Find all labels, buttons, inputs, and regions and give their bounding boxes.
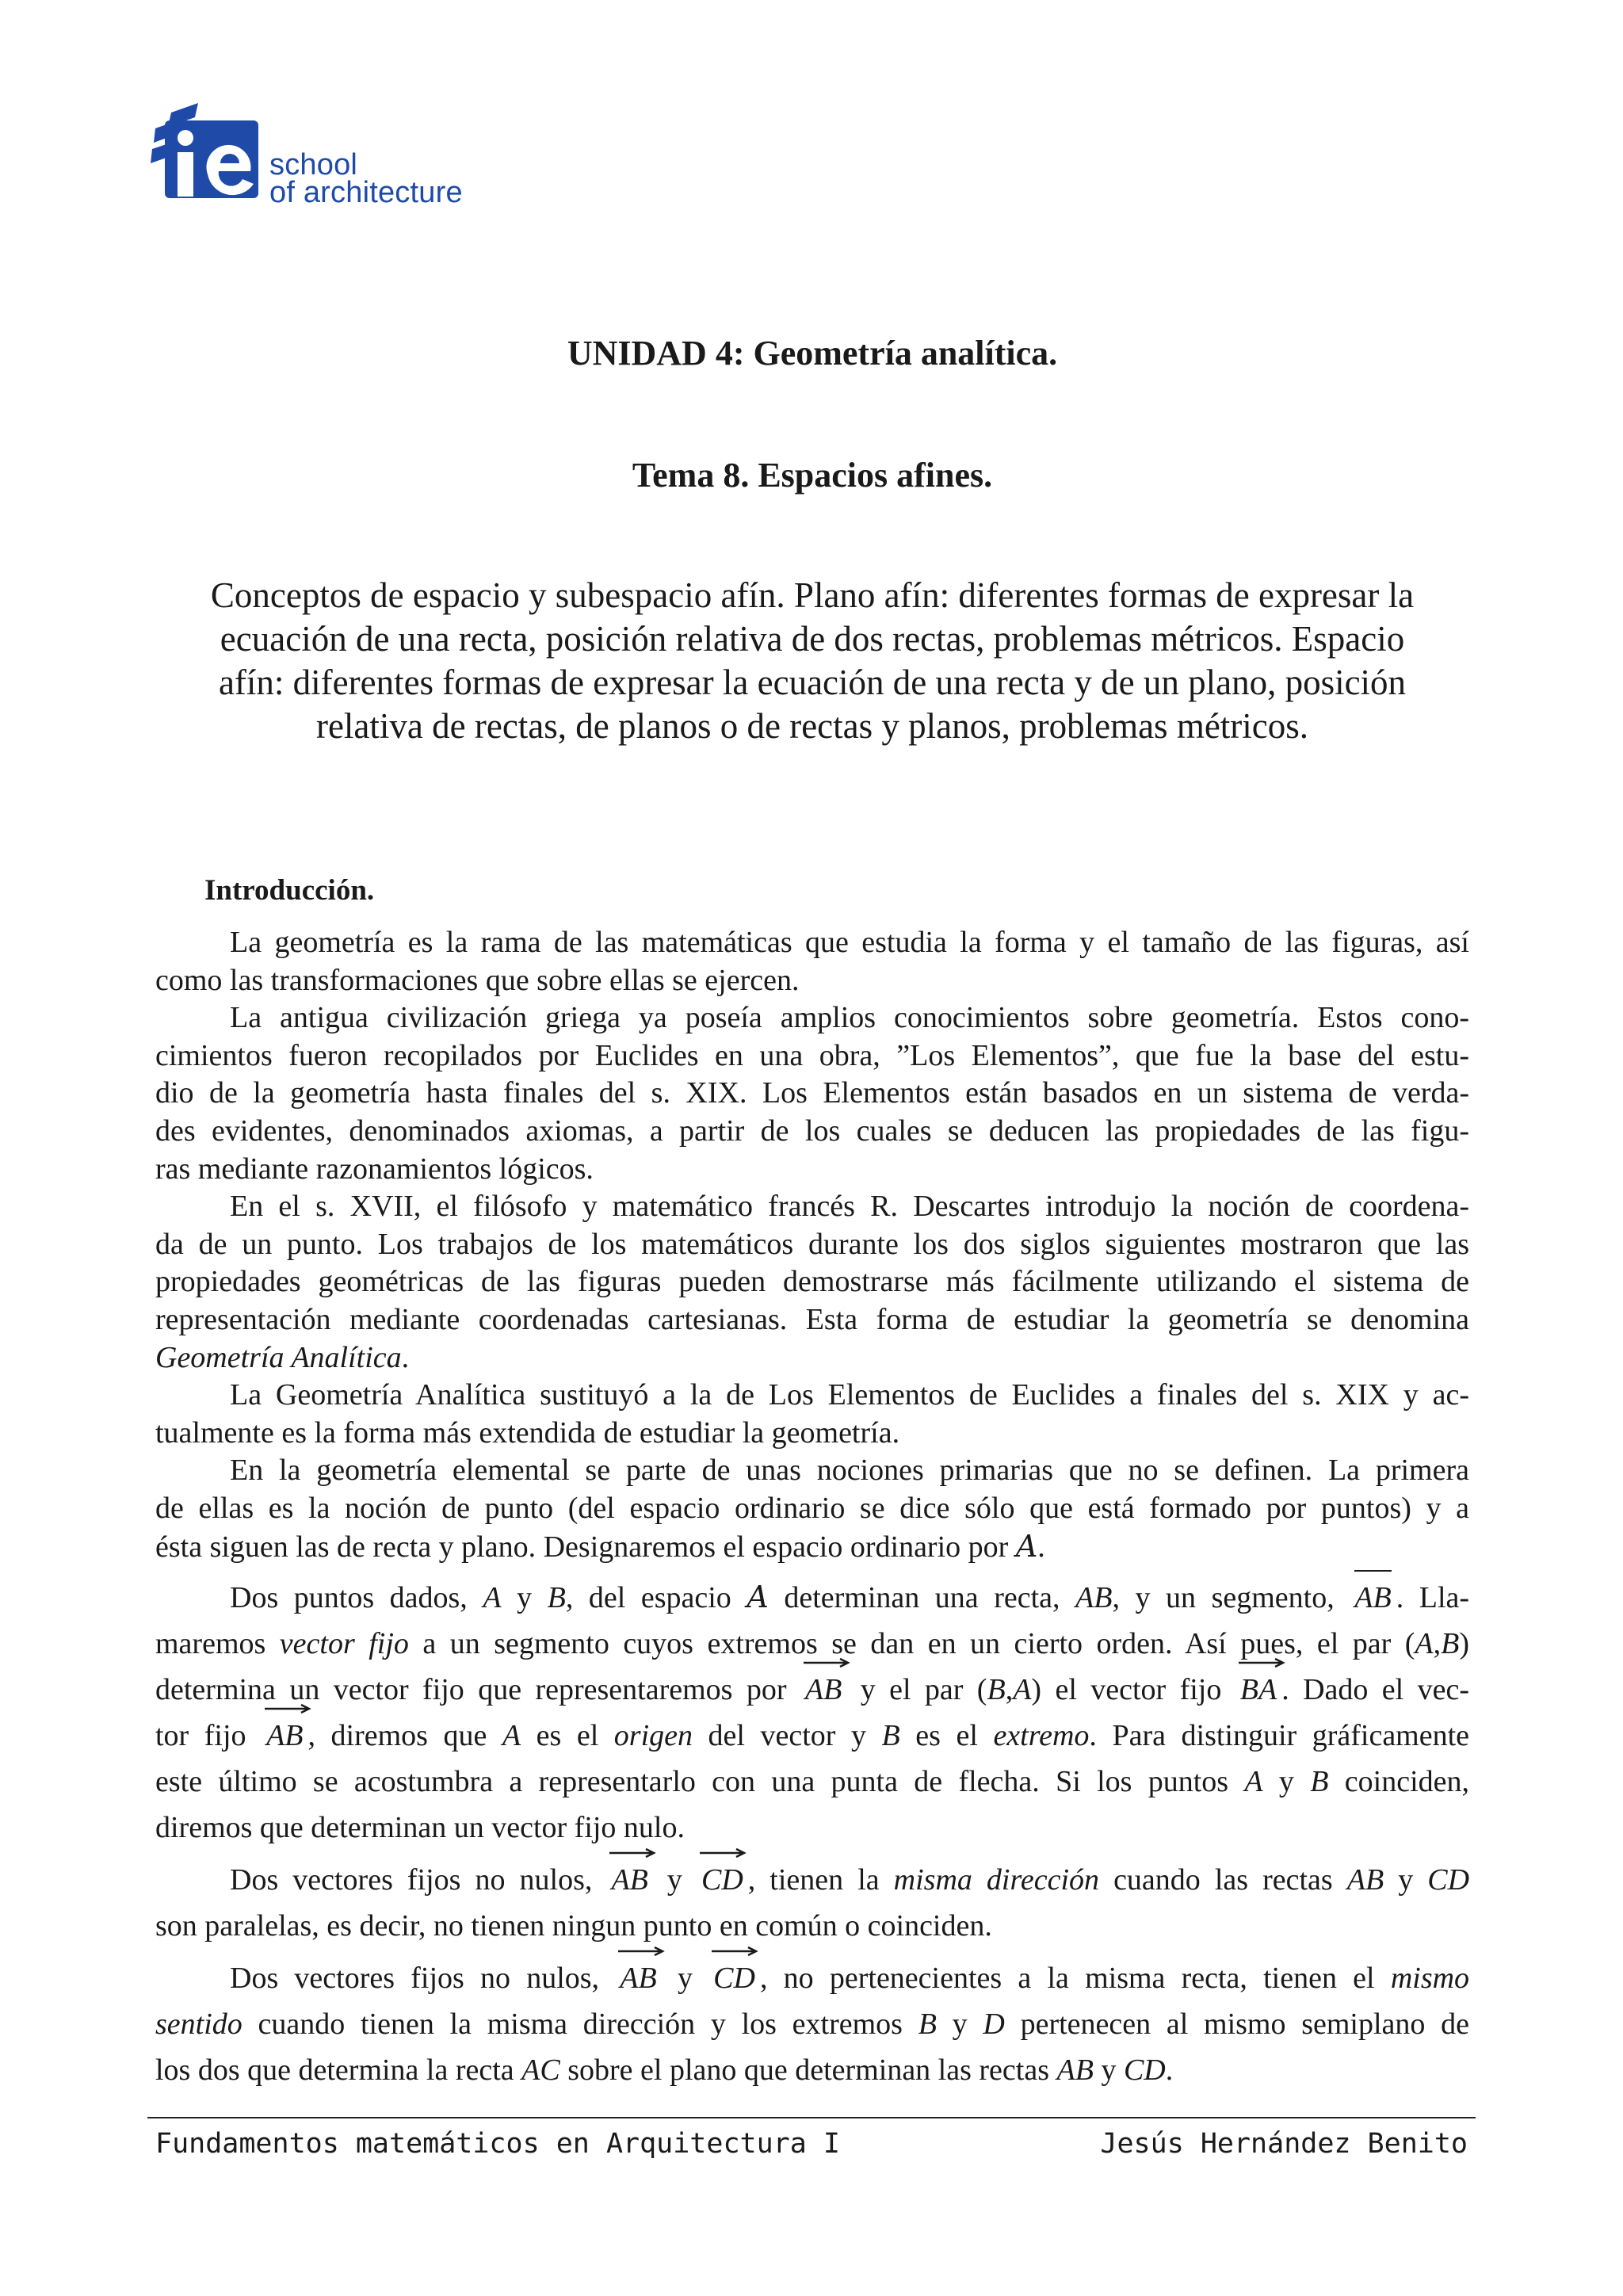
text-line: determina un vector fijo que representaremos por AB y el par (B,A) el vector fijo BA . Dado el vec- xyxy=(155,1667,1469,1713)
text-line: tor fijo AB , diremos que A es el origen del vector y B es el extremo. Para distinguir gráficamente xyxy=(155,1713,1469,1759)
summary-line: afín: diferentes formas de expresar la ecuación de una recta y de un plano, posición xyxy=(218,663,1407,702)
text-line: da de un punto. Los trabajos de los matemáticos durante los dos siglos siguientes mostraron que las xyxy=(155,1227,1469,1261)
text-line: ésta siguen las de recta y plano. Designaremos el espacio ordinario por A. xyxy=(155,1528,1045,1564)
text-line: representación mediante coordenadas cartesianas. Esta forma de estudiar la geometría se denomina xyxy=(155,1302,1469,1336)
vector-notation: AB xyxy=(611,1857,647,1903)
text-line: este último se acostumbra a representarlo con una punta de flecha. Si los puntos A y B coinciden, xyxy=(155,1765,1469,1798)
text-line: En el s. XVII, el filósofo y matemático francés R. Descartes introdujo la noción de coordena- xyxy=(230,1190,1469,1224)
text-line: Dos vectores fijos no nulos, AB y CD , no pertenecientes a la misma recta, tienen el mismo xyxy=(155,1955,1469,2001)
section-heading: Introducción. xyxy=(204,874,375,907)
vector-notation: CD xyxy=(713,1955,755,2001)
text-line: son paralelas, es decir, no tienen ningun punto en común o coinciden. xyxy=(155,1909,992,1943)
summary-line: Conceptos de espacio y subespacio afín. Plano afín: diferentes formas de expresar la xyxy=(210,575,1415,615)
text-line: La Geometría Analítica sustituyó a la de Los Elementos de Euclides a finales del s. XIX y ac- xyxy=(230,1378,1469,1412)
topic-title: Tema 8. Espacios afines. xyxy=(632,456,993,495)
text-line: Geometría Analítica. xyxy=(155,1340,410,1374)
vector-definitions xyxy=(155,1574,1469,2093)
space-symbol: A xyxy=(1015,1528,1038,1564)
text-line: La antigua civilización griega ya poseía amplios conocimientos sobre geometría. Estos cono- xyxy=(230,1001,1469,1035)
text-line: tualmente es la forma más extendida de estudiar la geometría. xyxy=(155,1415,900,1450)
text-line: sentido cuando tienen la misma dirección y los extremos B y D pertenecen al mismo semiplano de xyxy=(155,2008,1469,2041)
ie-logo-icon xyxy=(151,97,269,216)
logo-text-school: school xyxy=(269,148,358,181)
text-line: ras mediante razonamientos lógicos. xyxy=(155,1152,594,1186)
segment-notation: AB xyxy=(1354,1575,1391,1621)
footer-author: Jesús Hernández Benito xyxy=(1100,2128,1468,2160)
logo-text-architecture: of architecture xyxy=(269,176,463,209)
vector-notation: AB xyxy=(620,1955,656,2001)
text-line: como las transformaciones que sobre ellas se ejercen. xyxy=(155,963,800,997)
school-logo xyxy=(151,97,483,216)
text-line: los dos que determina la recta AC sobre el plano que determinan las rectas AB y CD. xyxy=(155,2053,1174,2087)
italic-term: Geometría Analítica xyxy=(155,1340,402,1374)
vector-notation: AB xyxy=(805,1667,842,1713)
vector-notation: CD xyxy=(701,1857,743,1903)
footer-rule xyxy=(147,2117,1476,2118)
summary-line: relativa de rectas, de planos o de rectas y planos, problemas métricos. xyxy=(315,706,1309,746)
text-line: des evidentes, denominados axiomas, a partir de los cuales se deducen las propiedades de las figu- xyxy=(155,1114,1469,1148)
vector-notation: AB xyxy=(266,1713,303,1759)
footer-course: Fundamentos matemáticos en Arquitectura I xyxy=(155,2128,840,2160)
vector-notation: BA xyxy=(1240,1667,1277,1713)
text-line: En la geometría elemental se parte de unas nociones primarias que no se definen. La primera xyxy=(230,1454,1469,1488)
text-line: Dos puntos dados, A y B, del espacio A determinan una recta, AB, y un segmento, AB . Lla- xyxy=(155,1574,1469,1621)
summary-line: ecuación de una recta, posición relativa de dos rectas, problemas métricos. Espacio xyxy=(220,619,1405,659)
text-line: propiedades geométricas de las figuras pueden demostrarse más fácilmente utilizando el sistema de xyxy=(155,1265,1469,1299)
text-line: diremos que determinan un vector fijo nulo. xyxy=(155,1811,685,1844)
text-line: La geometría es la rama de las matemáticas que estudia la forma y el tamaño de las figuras, así xyxy=(230,926,1469,959)
text-line: de ellas es la noción de punto (del espacio ordinario se dice sólo que está formado por puntos) y a xyxy=(155,1491,1469,1525)
text-line: dio de la geometría hasta finales del s. XIX. Los Elementos están basados en un sistema de verda- xyxy=(155,1076,1469,1110)
text-line: Dos vectores fijos no nulos, AB y CD , tienen la misma dirección cuando las rectas AB y CD xyxy=(155,1857,1469,1903)
introduction-text xyxy=(155,924,1469,1566)
text-line: maremos vector fijo a un segmento cuyos extremos se dan en un cierto orden. Así pues, el par (A,B) xyxy=(155,1627,1469,1660)
text-line: cimientos fueron recopilados por Euclides en una obra, ”Los Elementos”, que fue la base del estu- xyxy=(155,1038,1469,1072)
unit-title: UNIDAD 4: Geometría analítica. xyxy=(567,334,1058,372)
topic-summary xyxy=(131,574,1494,748)
